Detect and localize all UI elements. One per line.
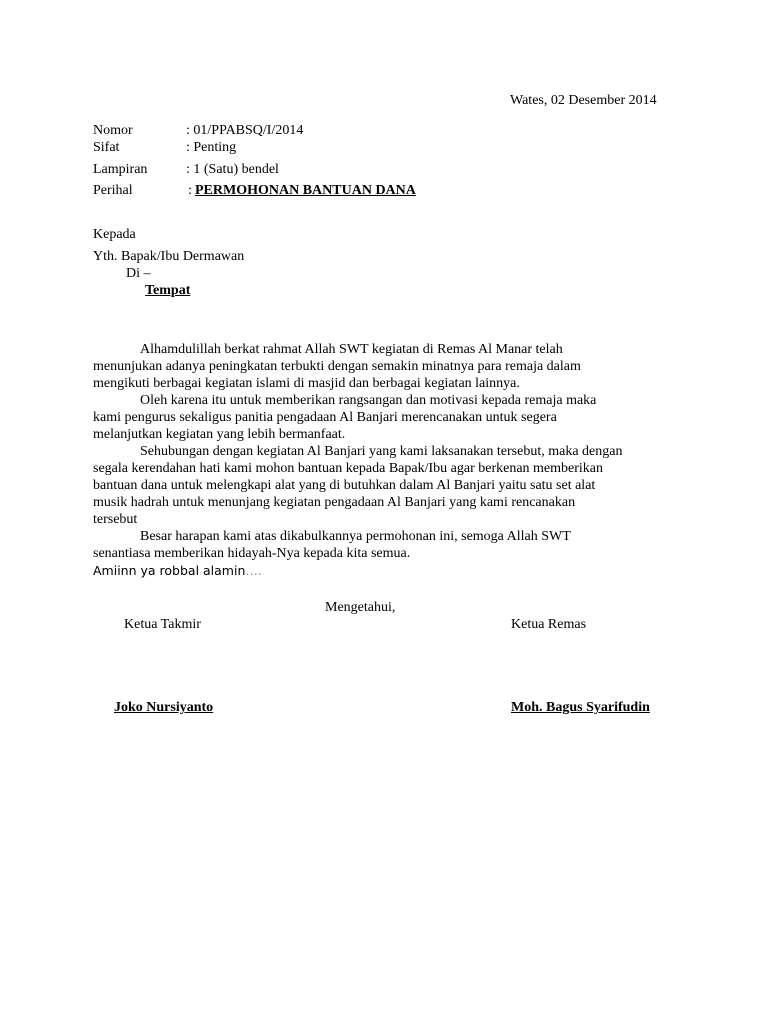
lampiran-value: : 1 (Satu) bendel — [186, 162, 279, 177]
mengetahui-label: Mengetahui, — [325, 600, 396, 615]
closing-line — [93, 562, 262, 579]
left-signer-name: Joko Nursiyanto — [114, 700, 214, 715]
recipient-yth: Yth. Bapak/Ibu Dermawan — [93, 249, 245, 264]
body-line: Sehubungan dengan kegiatan Al Banjari yang kami laksanakan tersebut, maka dengan — [140, 444, 623, 459]
recipient-tempat: Tempat — [145, 283, 191, 298]
sifat-value: : Penting — [186, 140, 237, 155]
body-line: Oleh karena itu untuk memberikan rangsangan dan motivasi kepada remaja maka — [140, 393, 597, 408]
right-signer-name: Moh. Bagus Syarifudin — [511, 700, 650, 715]
body-line: melanjutkan kegiatan yang lebih bermanfaat. — [93, 427, 346, 442]
body-line: tersebut — [93, 512, 138, 527]
right-signer-role: Ketua Remas — [511, 617, 587, 632]
body-line: menunjukan adanya peningkatan terbukti dengan semakin minatnya para remaja dalam — [93, 359, 581, 374]
closing-text: Amiinn ya robbal alamin — [93, 563, 246, 578]
body-line: Besar harapan kami atas dikabulkannya permohonan ini, semoga Allah SWT — [140, 529, 571, 544]
body-line: kami pengurus sekaligus panitia pengadaan Al Banjari merencanakan untuk segera — [93, 410, 557, 425]
nomor-label: Nomor — [93, 123, 133, 138]
body-line: segala kerendahan hati kami mohon bantuan kepada Bapak/Ibu agar berkenan memberikan — [93, 461, 604, 476]
recipient-di: Di – — [126, 266, 151, 281]
body-line: bantuan dana untuk melengkapi alat yang di butuhkan dalam Al Banjari yaitu satu set alat — [93, 478, 596, 493]
closing-dots: …. — [245, 563, 262, 578]
perihal-label: Perihal — [93, 183, 133, 198]
perihal-value: PERMOHONAN BANTUAN DANA — [195, 183, 416, 198]
sifat-label: Sifat — [93, 140, 120, 155]
left-signer-role: Ketua Takmir — [124, 617, 201, 632]
body-line: senantiasa memberikan hidayah-Nya kepada kita semua. — [93, 546, 411, 561]
body-line: musik hadrah untuk menunjang kegiatan pengadaan Al Banjari yang kami rencanakan — [93, 495, 576, 510]
place-date: Wates, 02 Desember 2014 — [510, 93, 657, 108]
perihal-colon: : — [188, 183, 192, 198]
body-line: mengikuti berbagai kegiatan islami di masjid dan berbagai kegiatan lainnya. — [93, 376, 520, 391]
nomor-value: : 01/PPABSQ/I/2014 — [186, 123, 304, 138]
lampiran-label: Lampiran — [93, 162, 148, 177]
recipient-kepada: Kepada — [93, 227, 136, 242]
body-line: Alhamdulillah berkat rahmat Allah SWT kegiatan di Remas Al Manar telah — [140, 342, 563, 357]
